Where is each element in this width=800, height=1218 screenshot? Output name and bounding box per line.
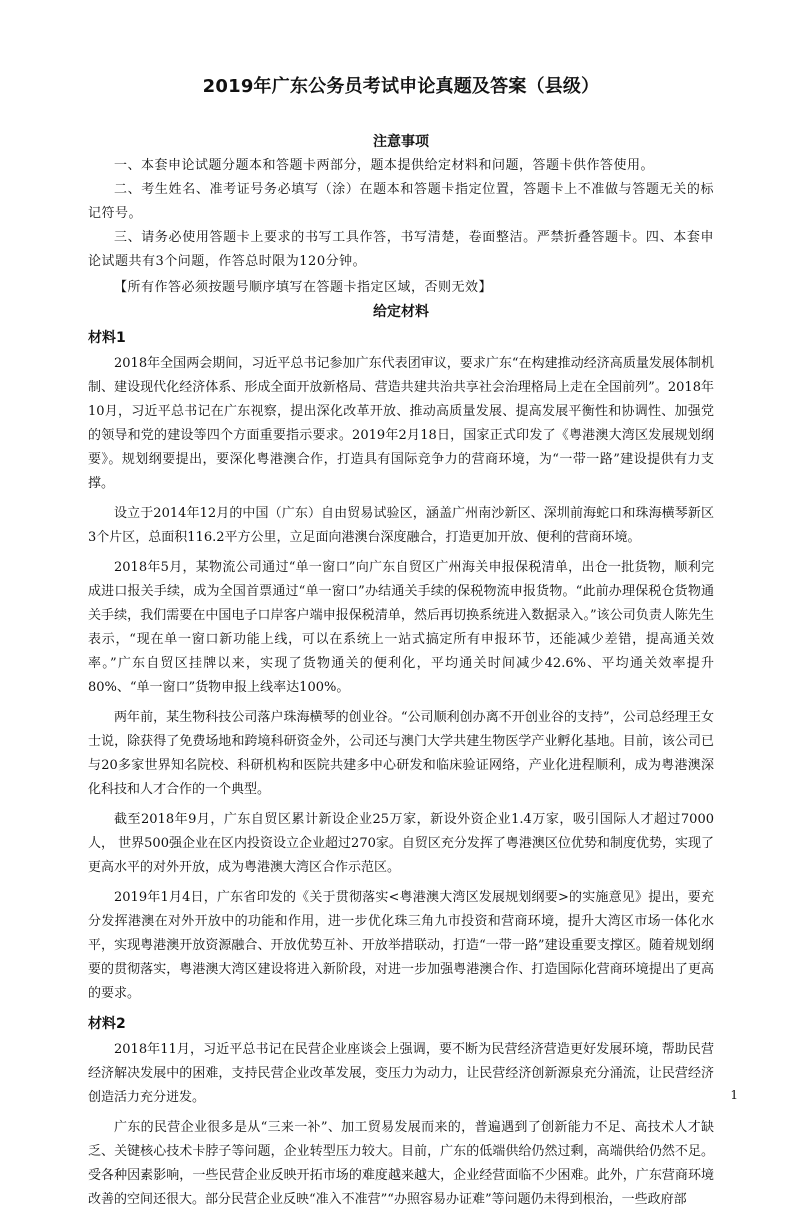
notice-warning: 【所有作答必须按题号顺序填写在答题卡指定区域，否则无效】 [114, 280, 493, 295]
notice-section [88, 130, 714, 300]
notice-item-2: 二、考生姓名、准考证号务必填写（涂）在题本和答题卡指定位置，答题卡上不准做与答题无关的标记符号。 [88, 182, 714, 221]
page-number: 1 [730, 1088, 738, 1102]
material-2-paragraph: 2018年11月，习近平总书记在民营企业座谈会上强调，要不断为民营经济营造更好发展环境，帮助民营经济解决发展中的困难，支持民营企业改革发展，变压力为动力，让民营经济创新源泉充分涌流，让民营经济创造活力充分迸发。 [88, 1042, 714, 1105]
document-page [88, 74, 714, 1218]
material-1-section [88, 326, 714, 1006]
material-1-paragraph: 2018年全国两会期间，习近平总书记参加广东代表团审议，要求广东“在构建推动经济高质量发展体制机制、建设现代化经济体系、形成全面开放新格局、营造共建共治共享社会治理格局上走在全国前列”。2018年10月，习近平总书记在广东视察，提出深化改革开放、推动高质量发展、提高发展平衡性和协调性、加强党的领导和党的建设等四个方面重要指示要求。2019年2月18日，国家正式印发了《粤港澳大湾区发展规划纲要》。规划纲要提出，要深化粤港澳合作，打造具有国际竞争力的营商环境，为“一带一路”建设提供有力支撑。 [88, 356, 714, 491]
materials-heading: 给定材料 [373, 304, 429, 320]
notice-item-3: 三、请务必使用答题卡上要求的书写工具作答，书写清楚，卷面整洁。严禁折叠答题卡。四、本套申论试题共有3个问题，作答总时限为120分钟。 [88, 230, 714, 269]
material-1-paragraph: 两年前，某生物科技公司落户珠海横琴的创业谷。“公司顺利创办离不开创业谷的支持”，公司总经理王女士说，除获得了免费场地和跨境科研资金外，公司还与澳门大学共建生物医学产业孵化基地。目前，该公司已与20多家世界知名院校、科研机构和医院共建多中心研发和临床验证网络，产业化进程顺利，成为粤港澳深化科技和人才合作的一个典型。 [88, 710, 714, 797]
material-2-paragraph: 广东的民营企业很多是从“三来一补”、加工贸易发展而来的，普遍遇到了创新能力不足、高技术人才缺乏、关键核心技术卡脖子等问题，企业转型压力较大。目前，广东的低端供给仍然过剩，高端供给仍然不足。受各种因素影响，一些民营企业反映开拓市场的难度越来越大，企业经营面临不少困难。此外，广东营商环境改善的空间还很大。部分民营企业反映“准入不准营”“办照容易办证难”等问题仍未得到根治，一些政府部 [88, 1120, 714, 1207]
material-1-paragraph: 设立于2014年12月的中国（广东）自由贸易试验区，涵盖广州南沙新区、深圳前海蛇口和珠海横琴新区3个片区，总面积116.2平方公里，立足面向港澳台深度融合，打造更加开放、便利的营商环境。 [88, 506, 714, 545]
material-1-paragraph: 2018年5月，某物流公司通过“单一窗口”向广东自贸区广州海关申报保税清单，出仓一批货物，顺利完成进口报关手续，成为全国首票通过“单一窗口”办结通关手续的保税物流申报货物。“此前办理保税仓货物通关手续，我们需要在中国电子口岸客户端申报保税清单，然后再切换系统进入数据录入。”该公司负责人陈先生表示，“现在单一窗口新功能上线，可以在系统上一站式搞定所有申报环节，还能减少差错，提高通关效率。”广东自贸区挂牌以来，实现了货物通关的便利化，平均通关时间减少42.6%、平均通关效率提升80%、“单一窗口”货物申报上线率达100%。 [88, 560, 714, 695]
material-1-paragraph: 截至2018年9月，广东自贸区累计新设企业25万家，新设外资企业1.4万家，吸引国际人才超过7000人， 世界500强企业在区内投资设立企业超过270家。自贸区充分发挥了粤港澳区位优势和制度优势，实现了更高水平的对外开放，成为粤港澳大湾区合作示范区。 [88, 812, 714, 875]
material-1-paragraph: 2019年1月4日，广东省印发的《关于贯彻落实<粤港澳大湾区发展规划纲要>的实施意见》提出，要充分发挥港澳在对外开放中的功能和作用，进一步优化珠三角九市投资和营商环境，提升大湾区市场一体化水平，实现粤港澳开放资源融合、开放优势互补、开放举措联动，打造“一带一路”建设重要支撑区。随着规划纲要的贯彻落实，粤港澳大湾区建设将进入新阶段，对进一步加强粤港澳合作、打造国际化营商环境提出了更高的要求。 [88, 890, 714, 1001]
notice-heading: 注意事项 [373, 134, 429, 150]
document-title: 2019年广东公务员考试申论真题及答案（县级） [202, 76, 600, 97]
material-1-heading: 材料1 [88, 330, 126, 346]
material-2-heading: 材料2 [88, 1016, 126, 1032]
notice-item-1: 一、本套申论试题分题本和答题卡两部分，题本提供给定材料和问题，答题卡供作答使用。 [114, 158, 655, 173]
material-2-section [88, 1012, 714, 1212]
